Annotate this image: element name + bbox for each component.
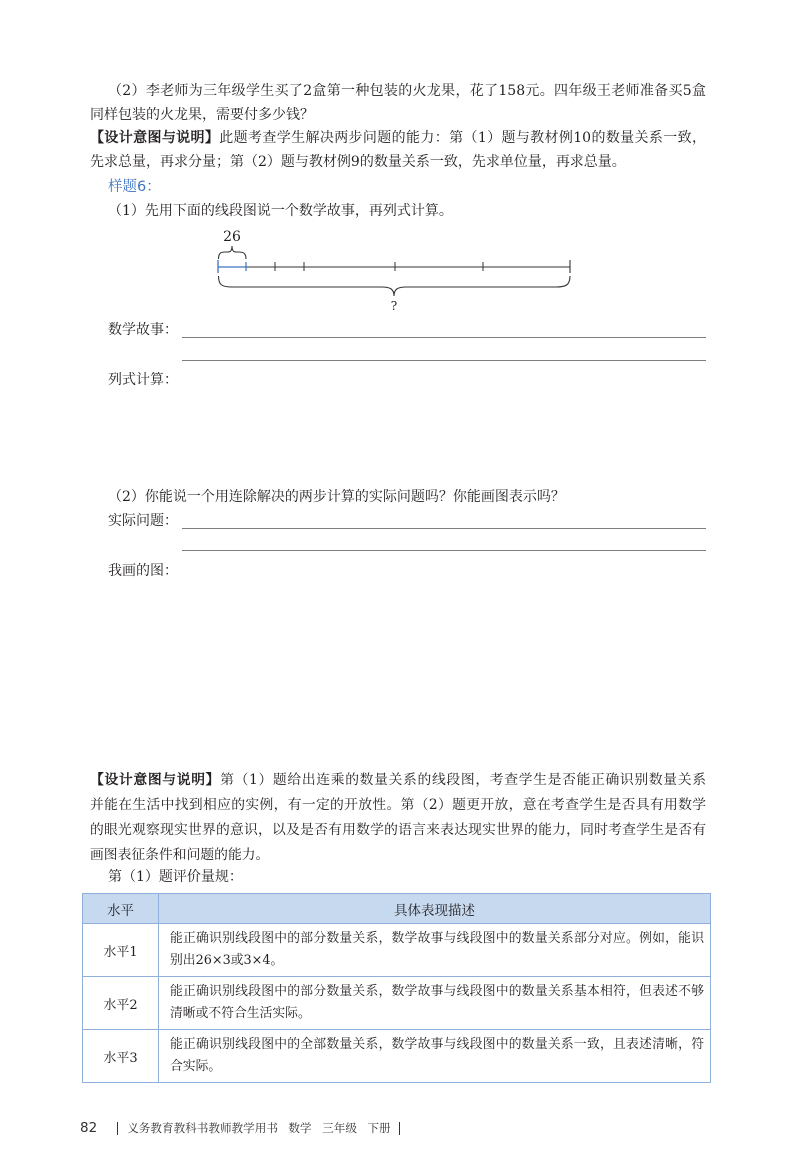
design-note-line: 并能在生活中找到相应的实例，有一定的开放性。第（2）题更开放，意在考查学生是否具有用数学 [90, 797, 706, 813]
answer-line [182, 337, 706, 338]
sample-6-title: 样题6： [108, 179, 161, 195]
footer-subject: 数学 [288, 1120, 312, 1135]
my-drawing-label: 我画的图： [108, 563, 178, 579]
footer-grade: 三年级 [322, 1120, 357, 1135]
description-cell: 能正确识别线段图中的部分数量关系，数学故事与线段图中的数量关系基本相符，但表述不够清晰或不符合生活实际。 [159, 977, 711, 1030]
rubric-table [82, 893, 711, 1083]
design-note-line: 先求总量，再求分量；第（2）题与教材例9的数量关系一致，先求单位量，再求总量。 [90, 154, 626, 170]
description-cell: 能正确识别线段图中的全部数量关系，数学故事与线段图中的数量关系一致，且表述清晰，符合实际。 [159, 1030, 711, 1083]
answer-line [182, 360, 706, 361]
sample-6-question-2: （2）你能说一个用连除解决的两步计算的实际问题吗？你能画图表示吗？ [108, 489, 565, 505]
header-level: 水平 [83, 894, 159, 924]
page-footer [80, 1120, 400, 1136]
level-cell: 水平2 [83, 977, 159, 1030]
real-problem-label: 实际问题： [108, 513, 178, 529]
design-note-line: 的眼光观察现实世界的意识，以及是否有用数学的语言来表达现实世界的能力，同时考查学生是否有 [90, 822, 706, 838]
level-cell: 水平1 [83, 924, 159, 977]
design-note-line: 画图表征条件和问题的能力。 [90, 847, 270, 863]
line-segment-diagram [200, 222, 585, 317]
math-story-label: 数学故事： [108, 322, 178, 338]
design-note-line [90, 126, 706, 150]
problem-2-line: 同样包装的火龙果，需要付多少钱？ [90, 107, 314, 123]
unit-label: 26 [223, 229, 241, 245]
level-cell: 水平3 [83, 1030, 159, 1083]
footer-book-info [117, 1122, 399, 1135]
header-description: 具体表现描述 [159, 894, 711, 924]
table-row [83, 977, 711, 1030]
design-note-1 [90, 126, 706, 174]
total-label: ? [390, 299, 398, 313]
answer-line [182, 550, 706, 551]
table-header-row [83, 894, 711, 924]
calculation-label: 列式计算： [108, 372, 178, 388]
footer-book-title: 义务教育教科书教师教学用书 [127, 1120, 278, 1135]
problem-2 [90, 79, 706, 127]
problem-2-line: （2）李老师为三年级学生买了2盒第一种包装的火龙果，花了158元。四年级王老师准备买5盒 [108, 83, 706, 99]
total-brace [219, 276, 571, 296]
rubric-title: 第（1）题评价量规： [108, 869, 243, 885]
sample-6-question-1: （1）先用下面的线段图说一个数学故事，再列式计算。 [108, 203, 453, 219]
table-row [83, 1030, 711, 1083]
design-note-2 [90, 768, 706, 868]
answer-line [182, 528, 706, 529]
page-number: 82 [80, 1120, 98, 1136]
design-note-line [90, 768, 706, 793]
design-note-label: 【设计意图与说明】 [90, 130, 220, 146]
footer-volume: 下册 [367, 1120, 391, 1135]
table-row [83, 924, 711, 977]
design-note-text: 第（1）题给出连乘的数量关系的线段图，考查学生是否能正确识别数量关系 [220, 772, 707, 788]
unit-brace [219, 246, 247, 259]
design-note-text: 此题考查学生解决两步问题的能力：第（1）题与教材例10的数量关系一致， [219, 130, 706, 146]
description-cell: 能正确识别线段图中的部分数量关系，数学故事与线段图中的数量关系部分对应。例如，能识别出26×3或3×4。 [159, 924, 711, 977]
design-note-label: 【设计意图与说明】 [90, 772, 221, 788]
